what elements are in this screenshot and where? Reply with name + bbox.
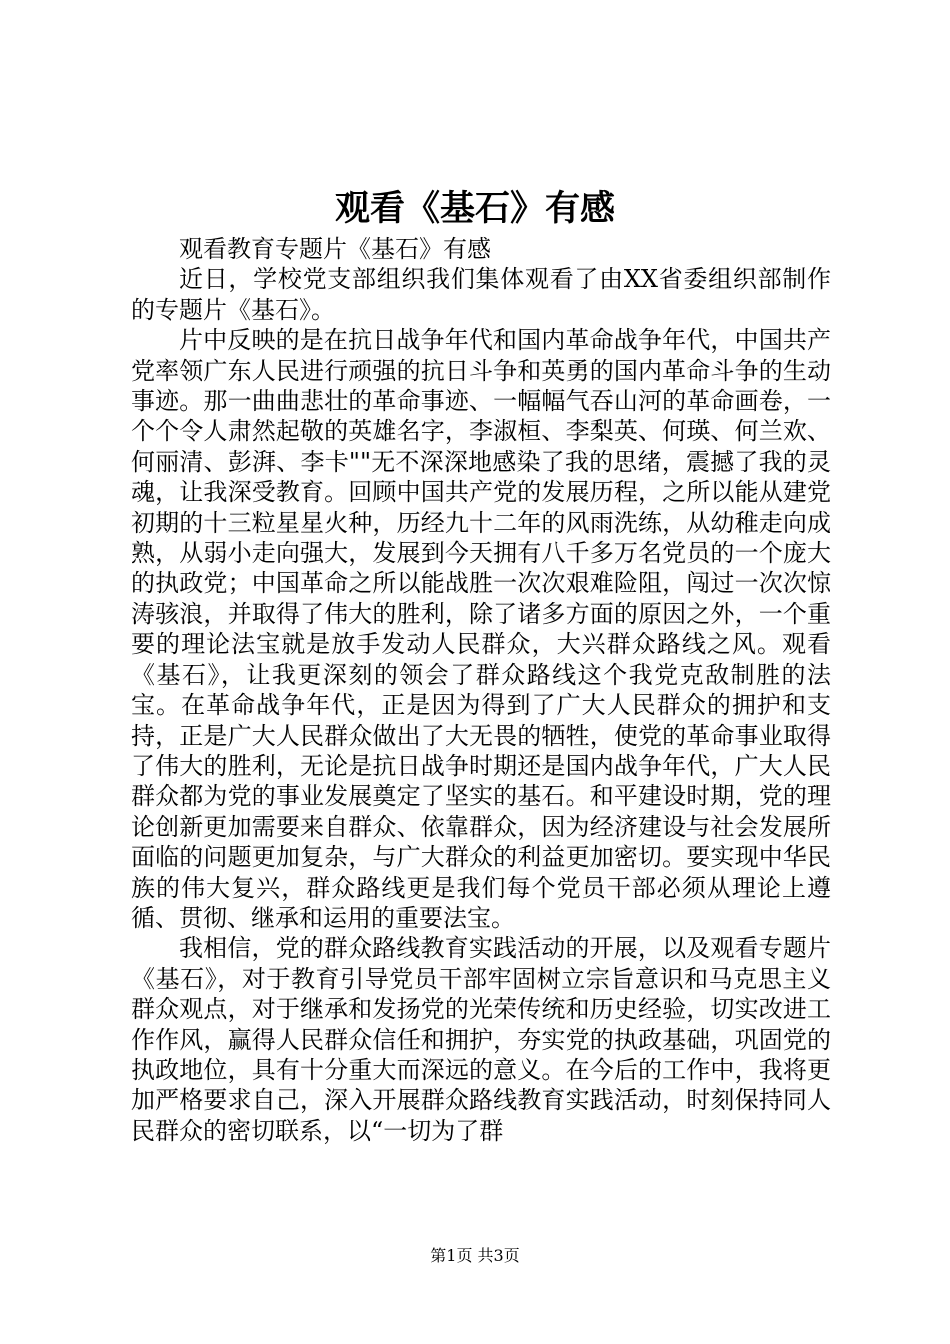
paragraph-conclusion: 我相信，党的群众路线教育实践活动的开展，以及观看专题片《基石》，对于教育引导党员干部牢固树立宗旨意识和马克思主义群众观点，对于继承和发扬党的光荣传统和历史经验，切实改进工作作风，赢得人民群众信任和拥护，夯实党的执政基础，巩固党的执政地位，具有十分重大而深远的意义。在今后的工作中，我将更加严格要求自己，深入开展群众路线教育实践活动，时刻保持同人民群众的密切联系，以“一切为了群 xyxy=(131,934,831,1145)
paragraph-subtitle: 观看教育专题片《基石》有感 xyxy=(179,235,491,263)
page-number-footer: 第1页 共3页 xyxy=(430,1246,520,1265)
document-title: 观看《基石》有感 xyxy=(334,188,615,229)
document-body xyxy=(131,234,831,1146)
paragraph-intro: 近日，学校党支部组织我们集体观看了由XX省委组织部制作的专题片《基石》。 xyxy=(131,265,831,324)
paragraph-main: 片中反映的是在抗日战争年代和国内革命战争年代，中国共产党率领广东人民进行顽强的抗日斗争和英勇的国内革命斗争的生动事迹。那一曲曲悲壮的革命事迹、一幅幅气吞山河的革命画卷，一个个令人肃然起敬的英雄名字，李淑桓、李梨英、何瑛、何兰欢、何丽清、彭湃、李卡""无不深深地感染了我的思绪，震撼了我的灵魂，让我深受教育。回顾中国共产党的发展历程，之所以能从建党初期的十三粒星星火种，历经九十二年的风雨洗练，从幼稚走向成熟，从弱小走向强大，发展到今天拥有八千多万名党员的一个庞大的执政党；中国革命之所以能战胜一次次艰难险阻，闯过一次次惊涛骇浪，并取得了伟大的胜利，除了诸多方面的原因之外，一个重要的理论法宝就是放手发动人民群众，大兴群众路线之风。观看《基石》，让我更深刻的领会了群众路线这个我党克敌制胜的法宝。在革命战争年代，正是因为得到了广大人民群众的拥护和支持，正是广大人民群众做出了大无畏的牺牲，使党的革命事业取得了伟大的胜利，无论是抗日战争时期还是国内战争年代，广大人民群众都为党的事业发展奠定了坚实的基石。和平建设时期，党的理论创新更加需要来自群众、依靠群众，因为经济建设与社会发展所面临的问题更加复杂，与广大群众的利益更加密切。要实现中华民族的伟大复兴，群众路线更是我们每个党员干部必须从理论上遵循、贯彻、继承和运用的重要法宝。 xyxy=(131,326,831,932)
